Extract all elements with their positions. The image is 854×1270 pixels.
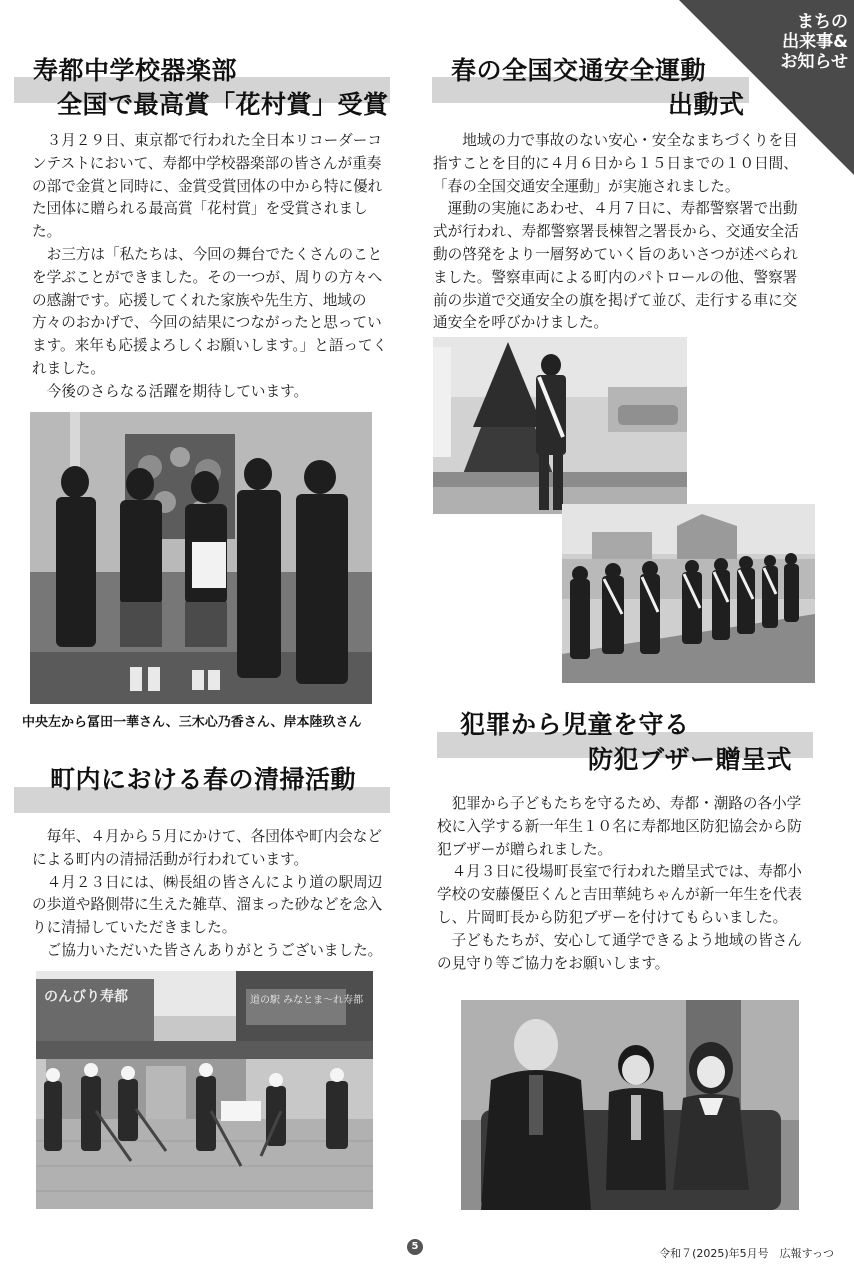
- paragraph: ４月３日に役場町長室で行われた贈呈式では、寿都小学校の安藤優臣くんと吉田華純ちゃんが新一年生を代表し、片岡町長から防犯ブザーを付けてもらいました。: [437, 863, 802, 926]
- paragraph: 地域の力で事故のない安心・安全なまちづくりを目指すことを目的に４月６日から１５日までの１０日間、「春の全国交通安全運動」が実施されました。: [433, 132, 798, 195]
- traffic-headline-1: 春の全国交通安全運動: [451, 56, 707, 85]
- paragraph: 毎年、４月から５月にかけて、各団体や町内会などによる町内の清掃活動が行われています。: [32, 828, 382, 868]
- page-number: 5: [407, 1239, 423, 1255]
- paragraph: お三方は「私たちは、今回の舞台でたくさんのことを学ぶことができました。その一つが、周りの方々への感謝です。応援してくれた家族や先生方、地域の方々のおかげで、今回の結果につながったと思っています。来年も応援よろしくお願いします。」と語ってくれました。: [32, 245, 388, 377]
- paragraph: ４月２３日には、㈱長組の皆さんにより道の駅周辺の歩道や路側帯に生えた雑草、溜まった砂などを念入りに清掃していただきました。: [32, 873, 383, 937]
- traffic-sidewalk-photo: [562, 504, 815, 683]
- band-photo-caption: 中央左から冨田一華さん、三木心乃香さん、岸本陸玖さん: [22, 715, 362, 730]
- paragraph: 今後のさらなる活躍を期待しています。: [46, 382, 309, 400]
- cleaning-article-body: [32, 826, 390, 963]
- traffic-headline-2: 出動式: [668, 90, 745, 119]
- band-article-body: [32, 130, 390, 404]
- cleaning-photo: [36, 971, 373, 1209]
- footer-issue: 令和７(2025)年5月号 広報すっつ: [659, 1247, 834, 1260]
- cleaning-headline: 町内における春の清掃活動: [50, 765, 357, 794]
- traffic-article-body: [433, 130, 811, 335]
- buzzer-article-body: [437, 793, 813, 975]
- buzzer-photo: [461, 1000, 799, 1210]
- traffic-ceremony-photo: [433, 337, 687, 514]
- paragraph: 運動の実施にあわせ、４月７日に、寿都警察署で出動式が行われ、寿都警察署長棟智之署長から、交通安全活動の啓発をより一層努めていく旨のあいさつが述べられました。警察車両による町内のパトロールの他、警察署前の歩道で交通安全の旗を掲げて並び、走行する車に交通安全を呼びかけました。: [433, 200, 799, 332]
- station-sign: のんびり寿都: [44, 989, 128, 1005]
- station-sign-2: 道の駅 みなとま〜れ寿都: [250, 995, 364, 1006]
- band-headline-2: 全国で最高賞「花村賞」受賞: [57, 90, 389, 119]
- paragraph: ご協力いただいた皆さんありがとうございました。: [46, 941, 383, 959]
- buzzer-headline-1: 犯罪から児童を守る: [460, 710, 690, 739]
- band-headline-1: 寿都中学校器楽部: [33, 56, 238, 85]
- paragraph: 子どもたちが、安心して通学できるよう地域の皆さんの見守り等ご協力をお願いします。: [437, 931, 802, 972]
- paragraph: ３月２９日、東京都で行われた全日本リコーダーコンテストにおいて、寿都中学校器楽部の皆さんが重奏の部で金賞と同時に、金賞受賞団体の中から特に優れた団体に贈られる最高賞「花村賞」を受賞されました。: [32, 132, 383, 241]
- corner-label: まちの 出来事& お知らせ: [780, 12, 848, 72]
- buzzer-headline-2: 防犯ブザー贈呈式: [588, 745, 793, 774]
- band-photo: [30, 412, 372, 704]
- paragraph: 犯罪から子どもたちを守るため、寿都・潮路の各小学校に入学する新一年生１０名に寿都地区防犯協会から防犯ブザーが贈られました。: [437, 795, 802, 858]
